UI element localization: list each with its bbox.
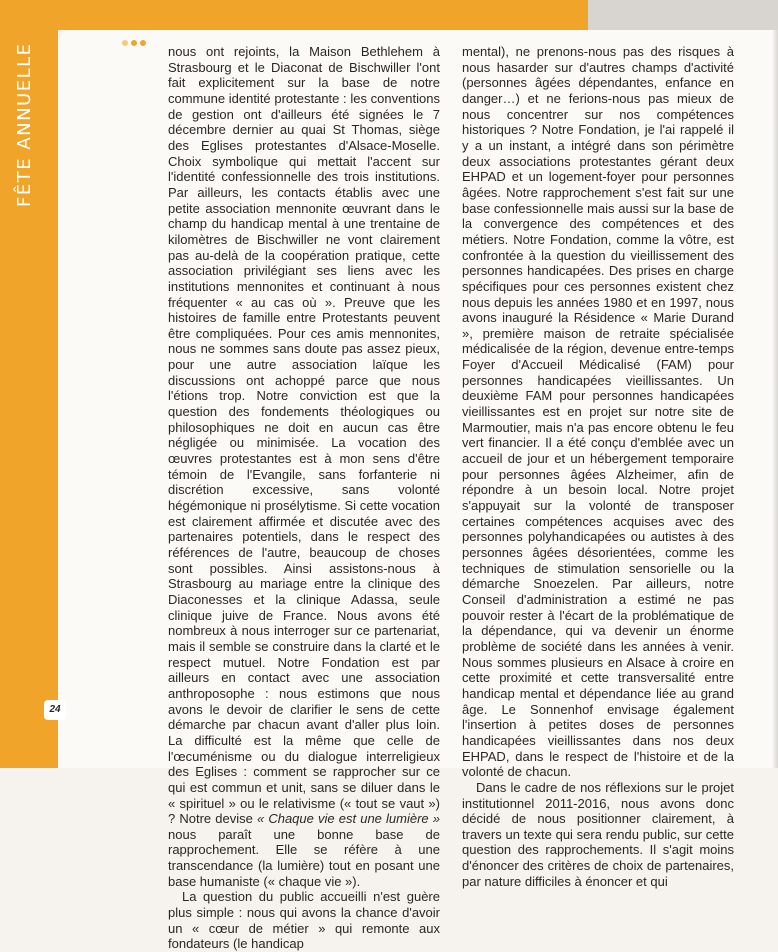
paragraph: Dans le cadre de nos réflexions sur le projet institutionnel 2011-2016, nous avons donc décidé de nous positionner clairement, à travers un texte qui sera rendu public, sur cette question des rapprochements. Il s'agit moins d'énoncer des critères de choix de partenaires, par nature difficiles à énoncer et qui (462, 779, 734, 889)
paragraph: mental), ne prenons-nous pas des risques à nous hasarder sur d'autres champs d'activité (personnes âgées dépendantes, enfance en danger…) et ne ferions-nous pas mieux de nous concentrer sur nos compétences historiques ? Notre Fondation, je l'ai rappelé il y a un instant, a intégré dans son périmètre deux associations protestantes gérant deux EHPAD et un logement-foyer pour personnes âgées. Notre rapprochement s'est fait sur une base confessionnelle mais aussi sur la base de la convergence des compétences et des métiers. Notre Fondation, comme la vôtre, est confrontée à la question du vieillissement des personnes handicapées. Des prises en charge spécifiques pour ces personnes existent chez nous depuis les années 1980 et en 1997, nous avons inauguré la Résidence « Marie Durand », première maison de retraite spécialisée médicalisée de la région, devenue entre-temps Foyer d'Accueil Médicalisé (FAM) pour personnes handicapées vieillissantes. Un deuxième FAM pour personnes handicapées vieillissantes est en projet sur notre site de Marmoutier, mais n'a pas encore obtenu le feu vert financier. Il a été conçu d'emblée avec un accueil de jour et un hébergement temporaire pour personnes âgées Alzheimer, afin de répondre à un besoin local. Notre projet s'appuyait sur la volonté de transposer certaines compétences acquises avec des personnes polyhandicapées ou autistes à des personnes âgées désorientées, comme les techniques de stimulation sensorielle ou la démarche Snoezelen. Par ailleurs, notre Conseil d'administration a estimé ne pas pouvoir rester à l'écart de la problématique de la dépendance, qui va devenir un énorme problème de société dans les années à venir. Nous sommes plusieurs en Alsace à croire en cette proximité et cette transversalité entre handicap mental et dépendance liée au grand âge. Le Sonnenhof envisage également l'insertion à petites doses de personnes handicapées vieillissantes dans nos deux EHPAD, dans le respect de l'histoire et de la volonté de chacun. (462, 44, 734, 780)
text-column-left (168, 44, 440, 952)
page-number: 24 (44, 700, 66, 720)
text-column-right (462, 44, 734, 889)
page-edge-shadow (772, 30, 778, 768)
motto-quote: « Chaque vie est une lumière » (256, 811, 441, 827)
paragraph-text: nous ont rejoints, la Maison Bethlehem à Strasbourg et le Diaconat de Bischwiller l'ont fait explicitement sur la base de notre commune identité protestante : les conventions de gestion ont d'ailleurs été signées le 7 décembre dernier au quai St Thomas, siège des Eglises protestantes d'Alsace-Moselle. Choix symbolique qui mettait l'accent sur l'identité confessionnelle des trois institutions. Par ailleurs, les contacts établis avec une petite association mennonite œuvrant dans le champ du handicap mental à une trentaine de kilomètres de Bischwiller ne vont clairement pas au-delà de la coopération pratique, cette association privilégiant ses liens avec les institutions mennonites et continuant à nous fréquenter « au cas où ». Preuve que les histoires de famille entre Protestants peuvent être compliquées. Pour ces amis mennonites, nous ne sommes sans doute pas assez pieux, pour une autre association laïque les discussions ont achoppé parce que nous l'étions trop. Notre conviction est que la question des fondements théologiques ou philosophiques ne doit en aucun cas être négligée ou minimisée. La vocation des œuvres protestantes est à mon sens d'être témoin de l'Evangile, sans forfanterie ni discrétion excessive, sans volonté hégémonique ni prosélytisme. Si cette vocation est clairement affirmée et discutée avec des partenaires potentiels, dans le respect des références de l'autre, beaucoup de choses sont possibles. Ainsi assistons-nous à Strasbourg au mariage entre la clinique des Diaconesses et la clinique Adassa, seule clinique juive de France. Nous avons été nombreux à nous interroger sur ce partenariat, mais il semble se construire dans la clarté et le respect mutuel. Notre Fondation est par ailleurs en contact avec une association anthroposophe : nous estimons que nous avons le devoir de clarifier le sens de cette démarche par chacun avant d'aller plus loin. La difficulté est la même que celle de l'œcuménisme ou du dialogue interreligieux des Eglises : comment se rapprocher sur ce qui est commun et unit, sans se diluer dans le « spirituel » ou le relativisme (« tout se vaut ») ? Notre devise (168, 44, 440, 827)
top-gray-band (588, 0, 778, 30)
ornament-dots-icon (122, 40, 146, 46)
paragraph: La question du public accueilli n'est guère plus simple : nous qui avons la chance d'avoir un « cœur de métier » qui remonte aux fondateurs (le handicap (168, 889, 440, 952)
section-label: FÊTE ANNUELLE (14, 42, 35, 208)
top-band (58, 0, 588, 30)
paragraph-text: nous paraît une bonne base de rapprochement. Elle se réfère à une transcendance (la lumière) tout en posant une base humaniste (« chaque vie »). (168, 826, 440, 889)
paragraph (168, 44, 440, 889)
